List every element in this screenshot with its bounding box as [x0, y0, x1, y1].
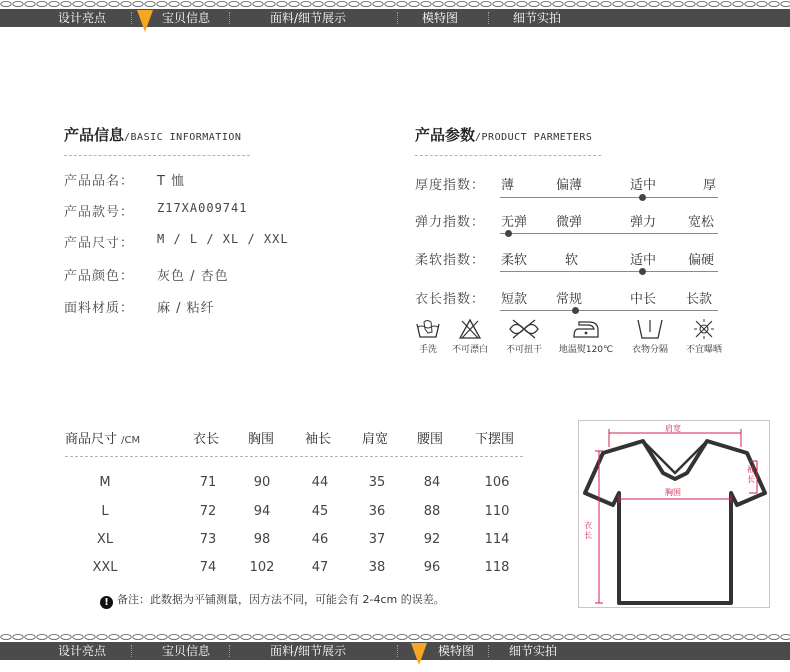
param-opt: 微弹: [556, 215, 583, 230]
size-value-cell: 72: [199, 504, 217, 519]
col-header-chest: 胸围: [248, 432, 275, 447]
diagram-shoulder-label: 肩宽: [665, 424, 681, 433]
size-cell: L: [101, 504, 109, 519]
care-no-sun: 不宜曝晒: [680, 318, 728, 355]
param-opt: 厚: [703, 178, 717, 193]
no-wring-icon: [507, 318, 541, 340]
product-params-title: 产品参数/PRODUCT PARMETERS: [415, 126, 593, 144]
size-value-cell: 73: [199, 532, 217, 547]
param-indicator: [639, 268, 646, 275]
col-header-hem: 下摆围: [475, 432, 515, 447]
bottom-nav: [0, 633, 790, 659]
size-table-title: 商品尺寸 /CM: [65, 432, 141, 447]
nav-product-info[interactable]: 宝贝信息: [162, 11, 211, 25]
param-indicator: [639, 194, 646, 201]
param-track: [500, 233, 718, 234]
size-value-cell: 94: [253, 504, 271, 519]
info-label-color: 产品颜色：: [64, 269, 135, 284]
param-opt: 长款: [686, 292, 713, 307]
size-value-cell: 88: [423, 504, 441, 519]
nav-detail-shots[interactable]: 细节实拍: [509, 644, 558, 658]
param-opt: 短款: [501, 292, 528, 307]
diagram-sleeve-label: 袖长: [747, 465, 755, 484]
info-value-material: 麻 / 粘纤: [157, 301, 215, 316]
size-value-cell: 106: [484, 475, 510, 490]
size-value-cell: 90: [253, 475, 271, 490]
size-value-cell: 45: [311, 504, 329, 519]
size-value-cell: 38: [368, 560, 386, 575]
param-indicator: [572, 307, 579, 314]
param-label-thickness: 厚度指数：: [415, 178, 486, 193]
no-sun-dry-icon: [693, 318, 715, 340]
param-opt: 薄: [501, 178, 515, 193]
nav-design-highlights[interactable]: 设计亮点: [58, 11, 107, 25]
param-track: [500, 197, 718, 198]
param-opt: 无弹: [501, 215, 528, 230]
no-bleach-icon: [459, 318, 481, 340]
size-value-cell: 46: [311, 532, 329, 547]
param-opt: 中长: [630, 292, 657, 307]
care-low-iron: 地温熨120℃: [554, 318, 618, 355]
size-value-cell: 37: [368, 532, 386, 547]
size-value-cell: 36: [368, 504, 386, 519]
size-value-cell: 74: [199, 560, 217, 575]
diagram-chest-label: 胸围: [665, 488, 681, 497]
care-no-wring: 不可扭干: [500, 318, 548, 355]
size-value-cell: 114: [484, 532, 510, 547]
nav-fabric-details[interactable]: 面料/细节展示: [270, 644, 347, 658]
care-hand-wash: 手洗: [413, 318, 443, 355]
product-params-divider: [415, 155, 601, 156]
tshirt-outline: [579, 421, 771, 609]
diagram-length-label: 衣长: [584, 521, 592, 540]
hand-wash-icon: [415, 318, 441, 340]
info-label-material: 面料材质：: [64, 301, 135, 316]
care-separate: 衣物分隔: [625, 318, 675, 355]
size-value-cell: 71: [199, 475, 217, 490]
col-header-waist: 腰围: [417, 432, 444, 447]
nav-product-info[interactable]: 宝贝信息: [162, 644, 211, 658]
product-info-title: 产品信息/BASIC INFORMATION: [64, 126, 242, 144]
param-opt: 常规: [556, 292, 583, 307]
param-label-length: 衣长指数：: [415, 292, 486, 307]
nav-model-photos[interactable]: 模特图: [438, 644, 475, 658]
param-opt: 偏硬: [688, 253, 715, 268]
param-track: [500, 271, 718, 272]
nav-design-highlights[interactable]: 设计亮点: [58, 644, 107, 658]
param-opt: 适中: [630, 253, 657, 268]
size-table-divider: [65, 456, 523, 457]
col-header-shoulder: 肩宽: [362, 432, 389, 447]
size-value-cell: 102: [249, 560, 275, 575]
size-value-cell: 47: [311, 560, 329, 575]
info-label-style-no: 产品款号：: [64, 205, 135, 220]
nav-active-marker: [411, 643, 427, 665]
size-value-cell: 92: [423, 532, 441, 547]
warning-icon: !: [100, 596, 113, 609]
nav-bar: [0, 642, 790, 660]
chain-border-bottom: [0, 633, 790, 641]
info-label-sizes: 产品尺寸：: [64, 236, 135, 251]
size-cell: XL: [96, 532, 114, 547]
info-value-color: 灰色 / 杏色: [157, 269, 229, 284]
param-opt: 偏薄: [556, 178, 583, 193]
size-value-cell: 35: [368, 475, 386, 490]
col-header-sleeve: 袖长: [305, 432, 332, 447]
product-info-divider: [64, 155, 250, 156]
size-value-cell: 110: [484, 504, 510, 519]
nav-bar: [0, 9, 790, 27]
size-value-cell: 98: [253, 532, 271, 547]
care-no-bleach: 不可漂白: [446, 318, 494, 355]
nav-active-marker: [137, 10, 153, 32]
size-value-cell: 118: [484, 560, 510, 575]
tshirt-measure-diagram: [578, 420, 770, 608]
param-opt: 适中: [630, 178, 657, 193]
size-cell: M: [99, 475, 111, 490]
nav-detail-shots[interactable]: 细节实拍: [513, 11, 562, 25]
top-nav: [0, 0, 790, 26]
param-opt: 柔软: [501, 253, 528, 268]
param-opt: 宽松: [688, 215, 715, 230]
param-indicator: [505, 230, 512, 237]
param-opt: 弹力: [630, 215, 657, 230]
param-opt: 软: [565, 253, 579, 268]
low-iron-icon: [571, 318, 601, 340]
info-value-name: T 恤: [157, 174, 186, 189]
measurement-note: ! 备注：此数据为平铺测量，因方法不同，可能会有 2-4cm 的误差。: [100, 591, 445, 609]
size-value-cell: 84: [423, 475, 441, 490]
nav-fabric-details[interactable]: 面料/细节展示: [270, 11, 347, 25]
param-track: [500, 310, 718, 311]
info-label-name: 产品品名：: [64, 174, 135, 189]
param-label-elasticity: 弹力指数：: [415, 215, 486, 230]
size-cell: XXL: [92, 560, 118, 575]
col-header-length: 衣长: [193, 432, 220, 447]
size-value-cell: 96: [423, 560, 441, 575]
size-value-cell: 44: [311, 475, 329, 490]
param-label-softness: 柔软指数：: [415, 253, 486, 268]
chain-border-top: [0, 0, 790, 8]
nav-model-photos[interactable]: 模特图: [422, 11, 459, 25]
info-value-sizes: M / L / XL / XXL: [157, 232, 289, 246]
info-value-style-no: Z17XA009741: [157, 201, 248, 215]
separate-wash-icon: [635, 318, 665, 340]
